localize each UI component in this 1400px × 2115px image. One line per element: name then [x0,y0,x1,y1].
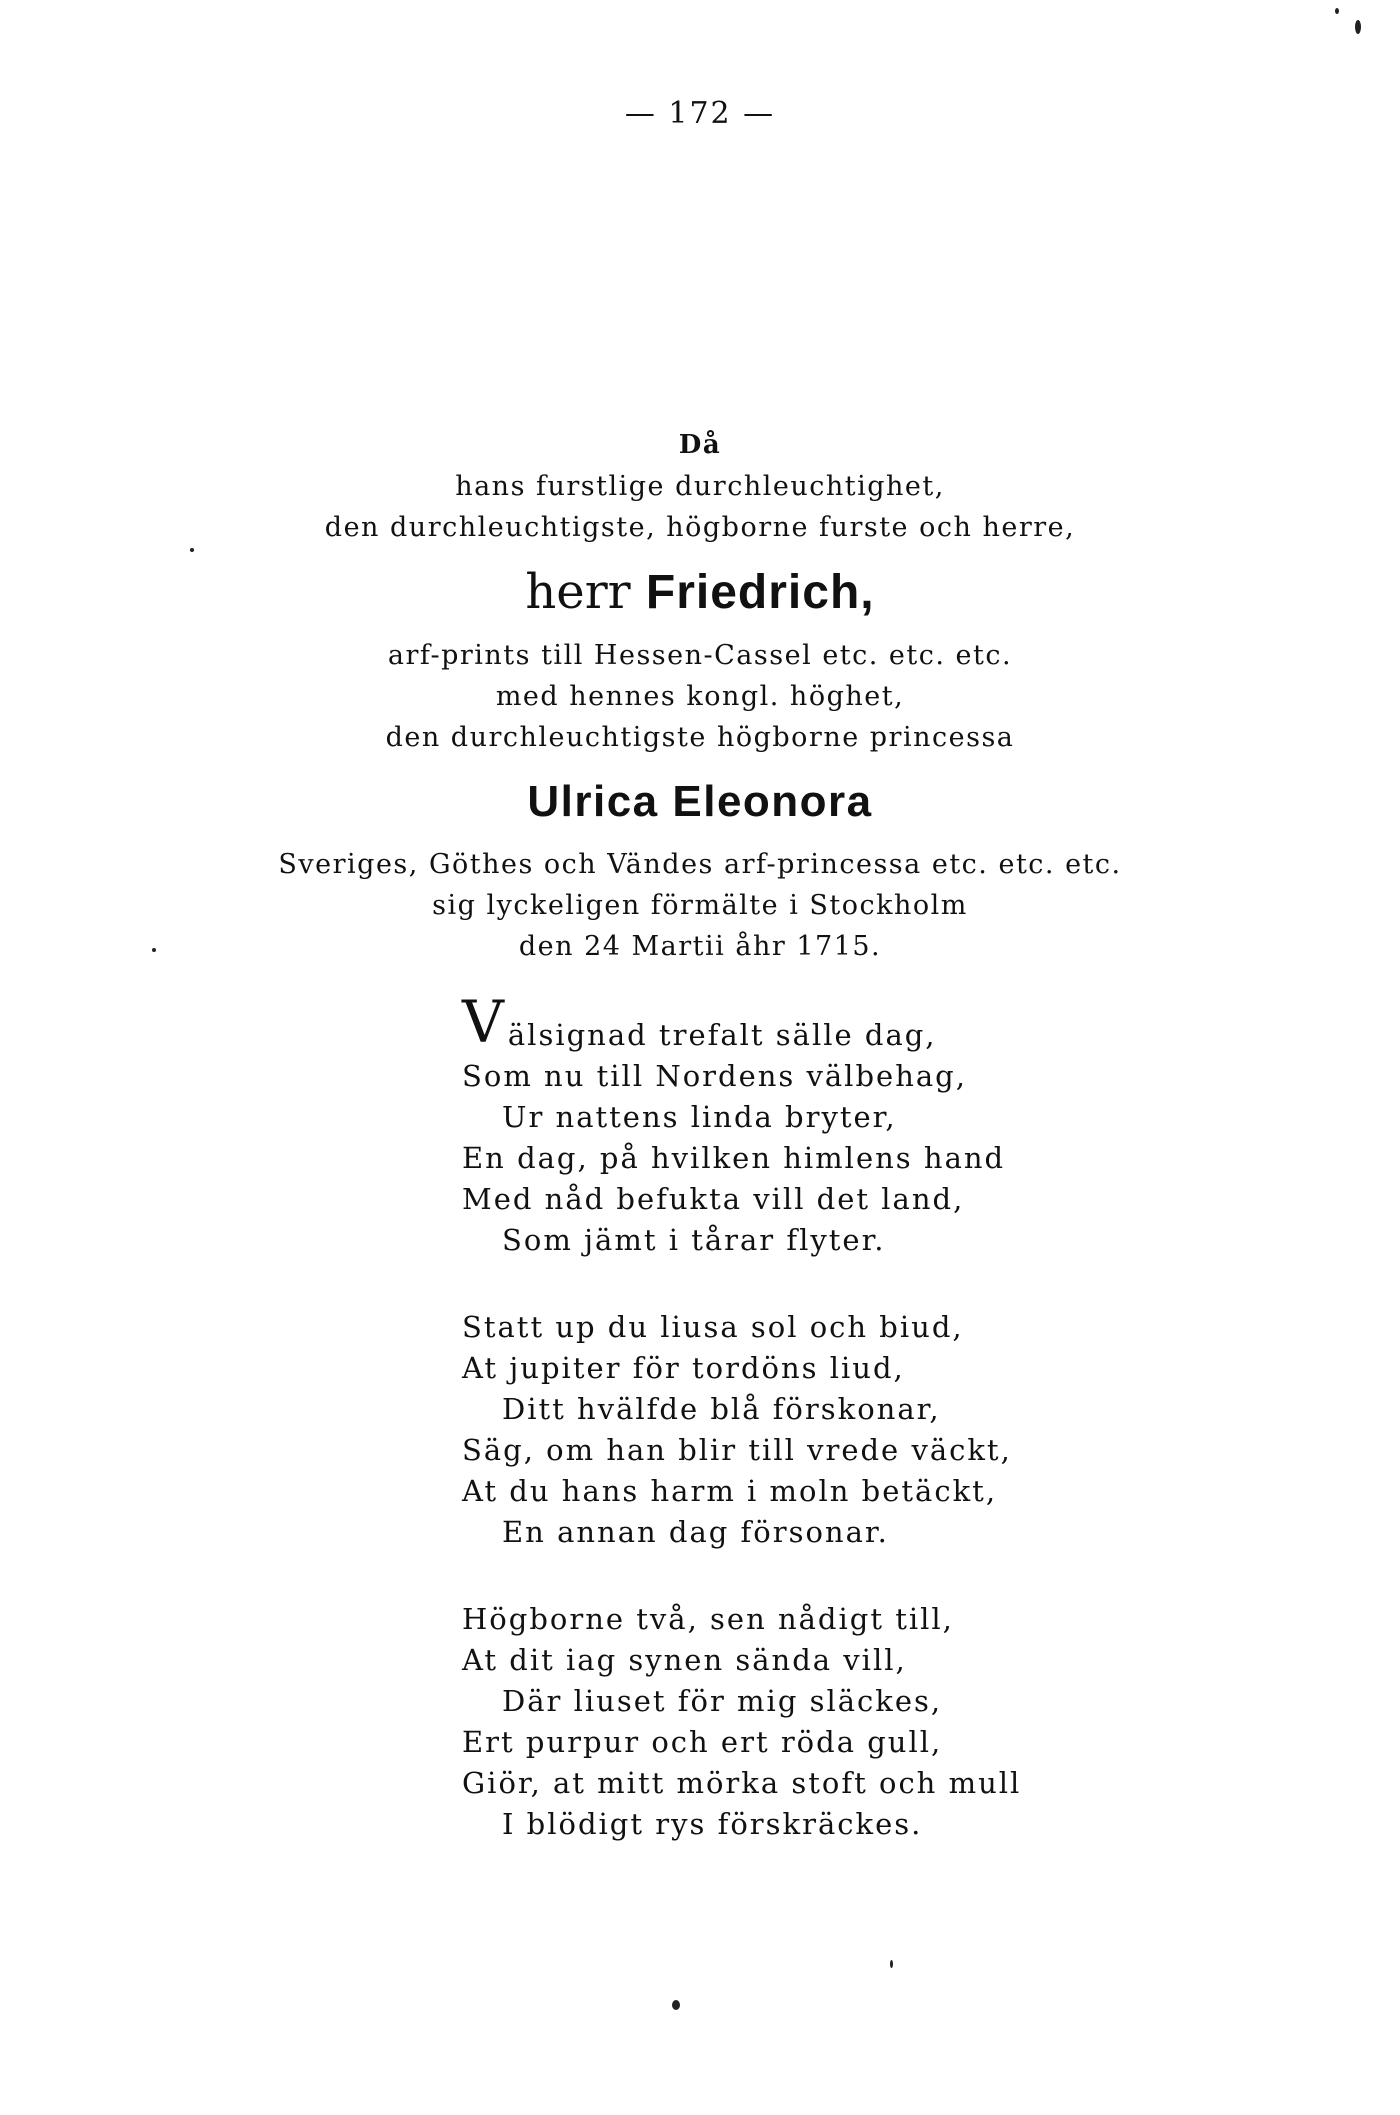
verse-line: Giör, at mitt mörka stoft och mull [462,1766,1022,1800]
scan-speck [890,1960,893,1968]
verse-line: Med nåd befukta vill det land, [462,1182,965,1216]
verse-line: At jupiter för tordöns liud, [462,1351,905,1385]
verse-line: Som jämt i tårar flyter. [502,1223,886,1257]
scan-speck [190,548,194,552]
title-line: den durchleuchtigste, högborne furste och herre, [324,512,1076,543]
verse-line: At dit iag synen sända vill, [462,1643,907,1677]
verse-line: At du hans harm i moln betäckt, [462,1474,998,1508]
drop-cap: V [462,988,506,1056]
title-line: Då [678,430,722,460]
stanza [462,1307,1262,1553]
verse-line: Som nu till Nordens välbehag, [462,1059,967,1093]
prince-name-heading [0,556,1400,629]
herr-prefix: herr [525,564,631,620]
verse-line: Ur nattens linda bryter, [502,1100,897,1134]
title-line: med hennes kongl. höghet, [495,681,905,712]
verse-line-text: älsignad trefalt sälle dag, [507,1018,937,1052]
verse-line: Där liuset för mig släckes, [502,1684,943,1718]
verse-line: Ert purpur och ert röda gull, [462,1725,943,1759]
poem [462,988,1262,1891]
title-line: sig lyckeligen förmälte i Stockholm [432,890,968,921]
verse-line: Säg, om han blir till vrede väckt, [462,1433,1012,1467]
verse-line: En dag, på hvilken himlens hand [462,1141,1006,1175]
scan-speck [672,2000,680,2010]
page-number: — 172 — [624,96,776,131]
verse-line: I blödigt rys förskräckes. [502,1807,923,1841]
verse-line: Högborne två, sen nådigt till, [462,1602,954,1636]
title-line: den durchleuchtigste högborne princessa [385,722,1015,753]
title-line: den 24 Martii åhr 1715. [518,931,882,962]
title-line: Sveriges, Göthes och Vändes arf-princessa etc. etc. etc. [278,849,1122,880]
title-line: arf-prints till Hessen-Cassel etc. etc. etc. [387,640,1013,671]
stanza [462,1599,1262,1845]
dedication-title-block [0,425,1400,967]
verse-line: Ditt hvälfde blå förskonar, [502,1392,941,1426]
scan-speck [152,948,156,952]
title-line: hans furstlige durchleuchtighet, [455,471,945,502]
scan-speck [1355,20,1361,34]
verse-line [462,988,1262,1056]
verse-line: En annan dag försonar. [502,1515,889,1549]
scan-speck [1335,8,1339,14]
prince-name: Friedrich, [645,566,875,619]
princess-name-heading: Ulrica Eleonora [527,777,873,826]
stanza [462,988,1262,1261]
verse-line: Statt up du liusa sol och biud, [462,1310,964,1344]
